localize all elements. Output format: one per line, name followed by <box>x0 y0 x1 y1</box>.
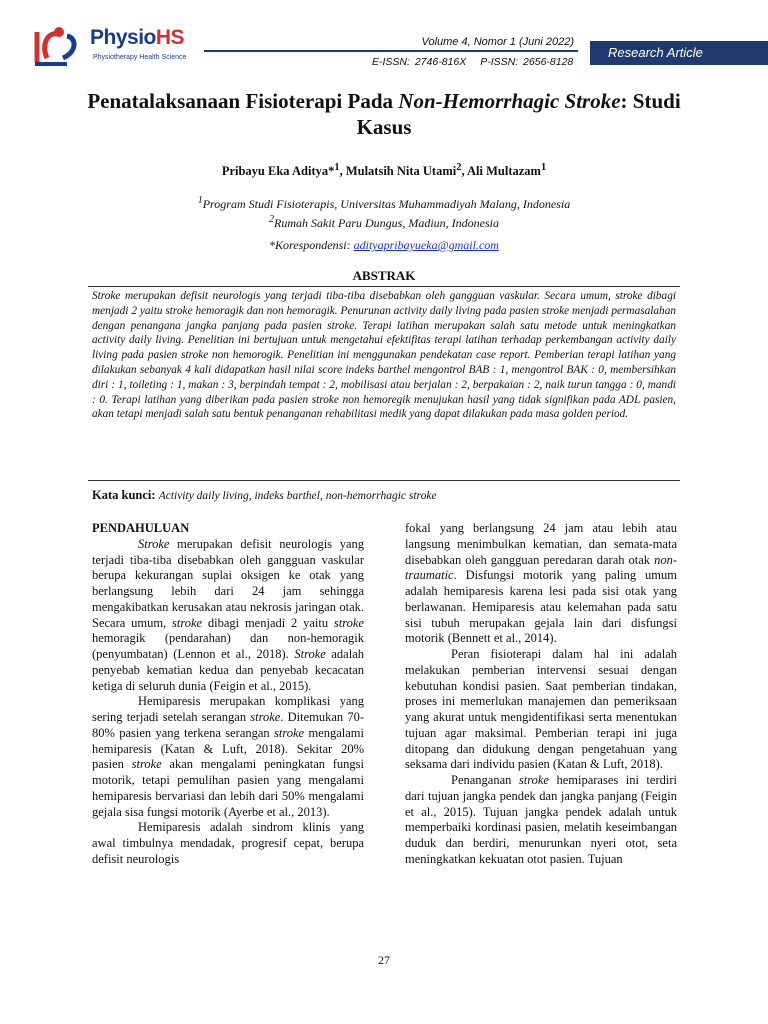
affiliation-1: $^1$Program Studi Fisioterapis, Universitas Muhammadiyah Malang, Indonesia <box>197 195 571 211</box>
volume-info: Volume 4, Nomor 1 (Juni 2022) <box>421 36 574 48</box>
abstract-bottom-rule <box>88 480 680 481</box>
journal-logo <box>33 22 203 70</box>
pissn: P-ISSN: 2656-8128 <box>480 56 574 68</box>
issn-info <box>372 56 587 68</box>
left-column <box>92 521 364 868</box>
header-rule <box>204 50 578 52</box>
journal-brand: PhysioHS <box>90 26 185 49</box>
eissn: E-ISSN: 2746-816X <box>372 56 467 68</box>
author-3: Ali Multazam <box>467 164 541 179</box>
paragraph-continued: fokal yang berlangsung 24 jam atau lebih atau langsung menimbulkan kematian, dan semata-mata disebabkan oleh gangguan peredaran darah otak non-traumatic. Disfungsi motorik yang paling umum adalah hemiparesis karena lesi pada sisi otak yang berlawanan. Hemiparesis atau kelemahan pada satu sisi tubuh merupakan gejala lain dari disfungsi motorik (Bennett et al., 2014). <box>405 521 677 646</box>
paper-title: Penatalaksanaan Fisioterapi Pada Non-Hemorrhagic Stroke: Studi Kasus <box>87 89 681 139</box>
article-type-badge: Research Article <box>590 41 768 65</box>
author-2: Mulatsih Nita Utami <box>345 164 457 179</box>
keywords-value: Activity daily living, indeks barthel, non-hemorrhagic stroke <box>158 490 437 502</box>
paragraph: Stroke merupakan defisit neurologis yang terjadi tiba-tiba disebabkan oleh gangguan vaskular berupa kekurangan suplai oksigen ke otak yang berlangsung lebih dari 24 jam sehingga mengakibatkan kerusakan atau nekrosis jaringan otak. Secara umum, stroke dibagi menjadi 2 yaitu stroke hemoragik (pendarahan) dan non-hemoragik (penyumbatan) (Lennon et al., 2018). Stroke adalah penyebab kematian kedua dan penyebab kecacatan ketiga di seluruh dunia (Feigin et al., 2015). <box>92 536 364 693</box>
keywords-label: Kata kunci: <box>92 488 159 502</box>
section-heading: PENDAHULUAN <box>92 521 190 535</box>
affiliation-2: $^2$Rumah Sakit Paru Dungus, Madiun, Indonesia <box>269 214 499 230</box>
keywords <box>92 488 682 503</box>
journal-tagline: Physiotherapy Health Science <box>93 54 187 61</box>
author-list: Pribayu Eka Aditya*$^1$, Mulatsih Nita Utami$^2$, Ali Multazam$^1$ <box>221 162 547 179</box>
abstract-heading: ABSTRAK <box>352 268 416 283</box>
paragraph: Hemiparesis adalah sindrom klinis yang awal timbulnya mendadak, progresif cepat, berupa defisit neurologis <box>92 820 364 866</box>
affiliations <box>60 193 708 231</box>
correspondence-email-link[interactable]: adityapribayueka@gmail.com <box>353 238 499 252</box>
abstract-top-rule <box>88 286 680 287</box>
paragraph: Penanganan stroke hemiparases ini terdiri dari tujuan jangka pendek dan jangka panjang (Feigin et al., 2015). Tujuan jangka pendek adalah untuk memperbaiki kordinasi pasien, melatih keseimbangan duduk dan berdiri, menurunkan nyeri otot, seta meningkatkan kekuatan otot pasien. Tujuan <box>405 773 677 866</box>
author-1: Pribayu Eka Aditya* <box>221 164 335 179</box>
page-number: 27 <box>378 953 390 967</box>
right-column <box>405 521 677 868</box>
paragraph: Peran fisioterapi dalam hal ini adalah melakukan pemberian intervensi sesuai dengan kebutuhan kondisi pasien. Saat pemberian tindakan, proses ini memerlukan manajemen dan pemeriksaan yang akurat untuk mengidentifikasi serta menentukan tujuan agar maksimal. Pemberian terapi ini juga ditopang dan didukung dengan pengetahuan yang seksama dari individu pasien (Katan & Luft, 2018). <box>405 647 677 772</box>
correspondence: *Korespondensi: adityapribayueka@gmail.com <box>269 238 499 252</box>
abstract-body: Stroke merupakan defisit neurologis yang terjadi tiba-tiba disebabkan oleh gangguan vaskular. Secara umum, stroke dibagi menjadi 2 yaitu stroke hemoragik dan non hemoragik. Penurunan activity daily living pada pasien stroke menjadi permasalahan dengan penangana jangka panjang pada pasien stroke. Terapi latihan merupakan salah satu metode untuk meningkatkan activity daily living. Penelitian ini bertujuan untuk mengetahui efektifitas terapi latihan terhadap perkembangan activity daily living pada pasien stroke non hemorogik. Penelitian ini menggunakan pendekatan case report. Pemberian terapi latihan yang dilakukan sebanyak 4 kali didapatkan hasil nilai score indeks barthel mengontrol BAB : 1, mengontrol BAK : 0, membersihkan diri : 1, toileting : 1, makan : 3, berpindah tempat : 2, mobilisasi atau berjalan : 2, berpakaian : 2, naik turun tangga : 0, mandi : 0. Terapi latihan yang diberikan pada pasien stroke non hemoregik menujukan hasil yang tidak signifikan pada ADL pasien, akan tetapi menjadi salah satu bentuk penanganan rehabilitasi medik yang dapat dilakukan pada masa golden period. <box>92 290 676 421</box>
physiohs-logo-icon <box>33 22 91 68</box>
paragraph: Hemiparesis merupakan komplikasi yang sering terjadi setelah serangan stroke. Ditemukan 70-80% pasien yang terkena serangan stroke mengalami hemiparesis (Katan & Luft, 2018). Sekitar 20% pasien stroke akan mengalami peningkatan fungsi motorik, tetapi pemulihan pasien yang mengalami hemiparesis bervariasi dan lebih dari 50% mengalami gejala sisa fungsi motorik (Ayerbe et al., 2013). <box>92 694 364 819</box>
